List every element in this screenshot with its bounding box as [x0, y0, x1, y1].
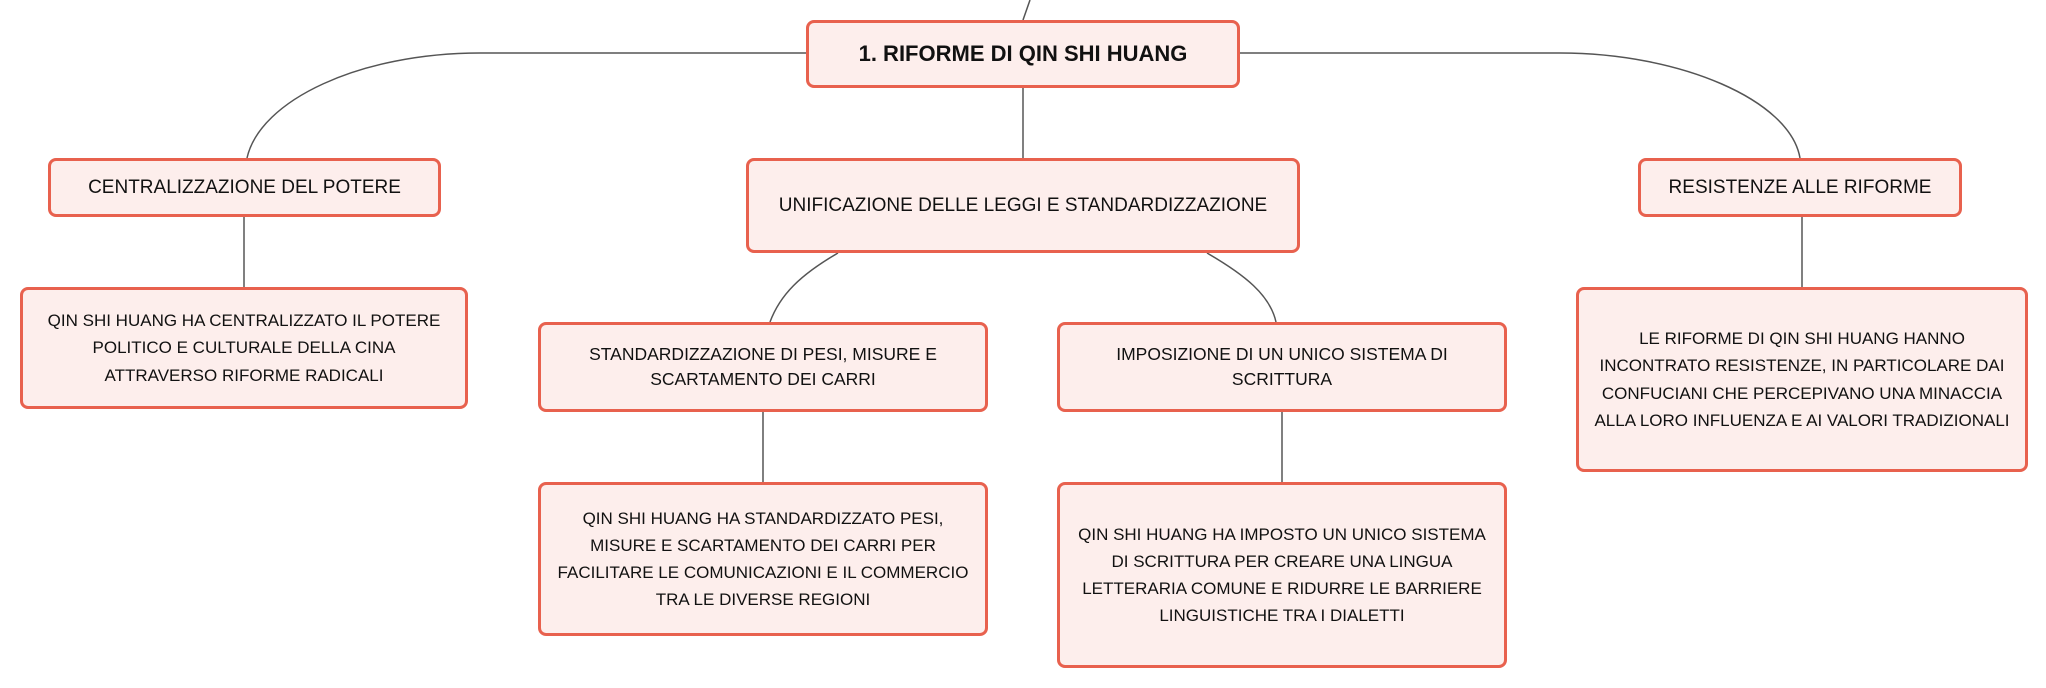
- root-node-label: 1. RIFORME DI QIN SHI HUANG: [858, 41, 1188, 67]
- node-scrittura-detail[interactable]: [1057, 482, 1507, 668]
- connector-unificazione-standardizzazione: [770, 253, 838, 322]
- node-scrittura-detail-text: QIN SHI HUANG HA IMPOSTO UN UNICO SISTEMA DI SCRITTURA PER CREARE UNA LINGUA LETTERARIA COMUNE E RIDURRE LE BARRIERE LINGUISTICHE TRA I DIALETTI: [1078, 524, 1486, 626]
- node-standardizzazione-label: STANDARDIZZAZIONE DI PESI, MISURE E SCARTAMENTO DEI CARRI: [589, 343, 937, 389]
- node-resistenze-detail-text: LE RIFORME DI QIN SHI HUANG HANNO INCONTRATO RESISTENZE, IN PARTICOLARE DAI CONFUCIANI CHE PERCEPIVANO UNA MINACCIA ALLA LORO INFLUENZA E AI VALORI TRADIZIONALI: [1594, 329, 2010, 430]
- connector-root-centralizzazione: [247, 53, 806, 158]
- node-unificazione-label: UNIFICAZIONE DELLE LEGGI E STANDARDIZZAZIONE: [778, 194, 1268, 216]
- node-centralizzazione-detail[interactable]: [20, 287, 468, 409]
- node-scrittura-label: IMPOSIZIONE DI UN UNICO SISTEMA DI SCRITTURA: [1116, 343, 1448, 389]
- node-standardizzazione-detail-text: QIN SHI HUANG HA STANDARDIZZATO PESI, MISURE E SCARTAMENTO DEI CARRI PER FACILITARE LE COMUNICAZIONI E IL COMMERCIO TRA LE DIVERSE REGIONI: [557, 508, 969, 610]
- node-centralizzazione-label: CENTRALIZZAZIONE DEL POTERE: [88, 176, 401, 198]
- node-standardizzazione[interactable]: [538, 322, 988, 412]
- node-resistenze-label: RESISTENZE ALLE RIFORME: [1668, 176, 1932, 198]
- root-node[interactable]: [806, 20, 1240, 88]
- node-resistenze[interactable]: [1638, 158, 1962, 217]
- connector-unificazione-scrittura: [1207, 253, 1276, 322]
- node-centralizzazione[interactable]: [48, 158, 441, 217]
- node-scrittura[interactable]: [1057, 322, 1507, 412]
- connector-parent-root: [1023, 0, 1030, 20]
- connector-root-resistenze: [1240, 53, 1800, 158]
- node-unificazione[interactable]: [746, 158, 1300, 253]
- node-standardizzazione-detail[interactable]: [538, 482, 988, 636]
- node-resistenze-detail[interactable]: [1576, 287, 2028, 472]
- node-centralizzazione-detail-text: QIN SHI HUANG HA CENTRALIZZATO IL POTERE POLITICO E CULTURALE DELLA CINA ATTRAVERSO RIFORME RADICALI: [47, 311, 441, 385]
